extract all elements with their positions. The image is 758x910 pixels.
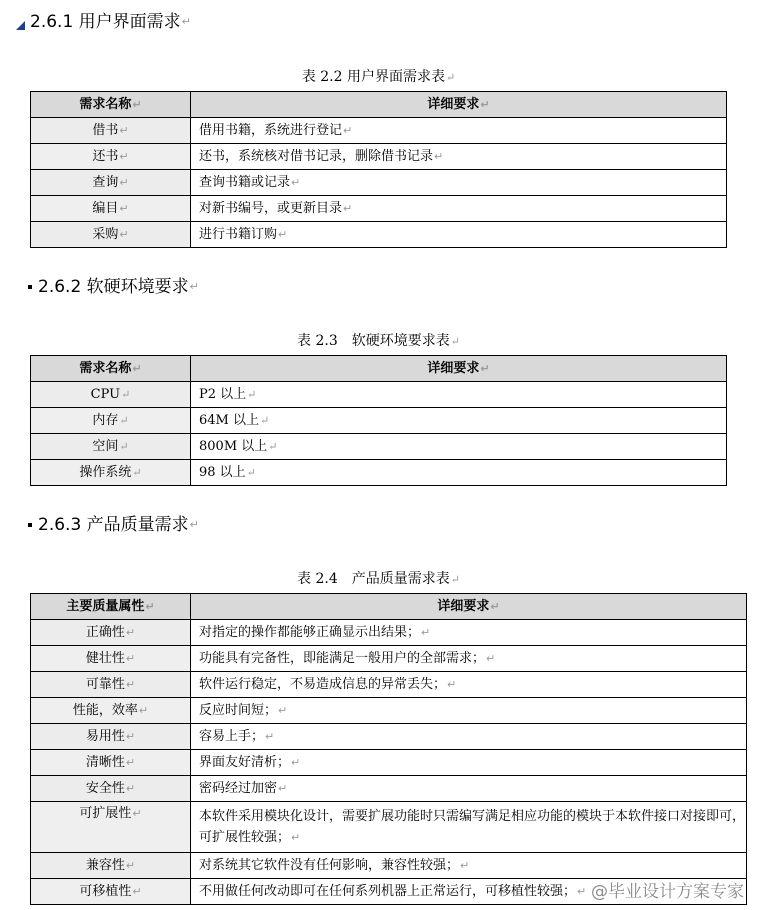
table-row — [31, 196, 727, 222]
requirement-name-cell: 可扩展性↵ — [31, 802, 191, 853]
requirement-name-cell: CPU↵ — [31, 382, 191, 408]
paragraph-bullet-icon — [28, 285, 32, 289]
table-caption-2-2: 表 2.2 用户界面需求表↵ — [301, 69, 456, 85]
requirement-name-cell: 健壮性↵ — [31, 646, 191, 672]
table-row — [31, 382, 727, 408]
requirement-name-cell: 可移植性↵ — [31, 879, 191, 905]
requirement-name-cell: 正确性↵ — [31, 620, 191, 646]
table-row — [31, 750, 747, 776]
requirement-name-cell: 性能，效率↵ — [31, 698, 191, 724]
column-header: 详细要求↵ — [191, 356, 727, 382]
requirement-detail-cell: 对指定的操作都能够正确显示出结果；↵ — [191, 620, 747, 646]
table-row — [31, 408, 727, 434]
requirement-detail-cell: P2 以上↵ — [191, 382, 727, 408]
requirement-detail-cell: 功能具有完备性，即能满足一般用户的全部需求；↵ — [191, 646, 747, 672]
table-header-row — [31, 594, 747, 620]
table-header-row — [31, 92, 727, 118]
column-header: 详细要求↵ — [191, 594, 747, 620]
requirement-name-cell: 内存↵ — [31, 408, 191, 434]
requirement-detail-cell: 软件运行稳定，不易造成信息的异常丢失；↵ — [191, 672, 747, 698]
requirement-detail-cell: 密码经过加密↵ — [191, 776, 747, 802]
table-row — [31, 222, 727, 248]
table-row — [31, 460, 727, 486]
table-row — [31, 724, 747, 750]
table-row — [31, 170, 727, 196]
requirement-detail-cell: 对新书编号，或更新目录↵ — [191, 196, 727, 222]
requirement-detail-cell: 800M 以上↵ — [191, 434, 727, 460]
requirement-detail-cell: 64M 以上↵ — [191, 408, 727, 434]
requirement-detail-cell: 98 以上↵ — [191, 460, 727, 486]
section-heading-2-6-3: 2.6.3 产品质量需求 ↵ — [16, 514, 199, 536]
requirement-detail-cell: 反应时间短；↵ — [191, 698, 747, 724]
column-header: 需求名称↵ — [31, 356, 191, 382]
table-caption-2-3: 表 2.3 软硬环境要求表↵ — [297, 333, 460, 349]
watermark: @毕业设计方案专家 — [591, 882, 744, 902]
requirement-detail-cell: 对系统其它软件没有任何影响，兼容性较强；↵ — [191, 853, 747, 879]
requirement-name-cell: 可靠性↵ — [31, 672, 191, 698]
table-row — [31, 853, 747, 879]
requirement-name-cell: 安全性↵ — [31, 776, 191, 802]
requirement-name-cell: 易用性↵ — [31, 724, 191, 750]
requirement-detail-cell: 本软件采用模块化设计，需要扩展功能时只需编写满足相应功能的模块于本软件接口对接即可，可扩展性较强；↵ — [191, 802, 747, 853]
collapse-triangle-icon[interactable] — [16, 21, 25, 30]
requirement-name-cell: 借书↵ — [31, 118, 191, 144]
table-row — [31, 144, 727, 170]
table-caption-2-4: 表 2.4 产品质量需求表↵ — [297, 571, 460, 587]
table-row — [31, 620, 747, 646]
requirement-name-cell: 清晰性↵ — [31, 750, 191, 776]
table-row — [31, 802, 747, 853]
table-row — [31, 434, 727, 460]
requirements-table-ui — [30, 91, 727, 248]
requirement-detail-cell: 进行书籍订购↵ — [191, 222, 727, 248]
requirement-detail-cell: 借用书籍，系统进行登记↵ — [191, 118, 727, 144]
requirement-detail-cell: 容易上手；↵ — [191, 724, 747, 750]
table-row — [31, 776, 747, 802]
column-header: 主要质量属性↵ — [31, 594, 191, 620]
requirements-table-quality — [30, 593, 747, 905]
column-header: 需求名称↵ — [31, 92, 191, 118]
section-heading-2-6-2: 2.6.2 软硬环境要求 ↵ — [16, 276, 199, 298]
table-row — [31, 646, 747, 672]
table-row — [31, 118, 727, 144]
requirement-name-cell: 编目↵ — [31, 196, 191, 222]
requirement-detail-cell: 查询书籍或记录↵ — [191, 170, 727, 196]
requirement-name-cell: 兼容性↵ — [31, 853, 191, 879]
requirement-name-cell: 空间↵ — [31, 434, 191, 460]
requirement-detail-cell: 还书，系统核对借书记录，删除借书记录↵ — [191, 144, 727, 170]
requirement-name-cell: 操作系统↵ — [31, 460, 191, 486]
requirement-detail-cell: 界面友好清析；↵ — [191, 750, 747, 776]
section-heading-2-6-1: 2.6.1 用户界面需求 ↵ — [16, 11, 191, 33]
requirement-name-cell: 还书↵ — [31, 144, 191, 170]
table-header-row — [31, 356, 727, 382]
table-row — [31, 698, 747, 724]
requirements-table-environment — [30, 355, 727, 486]
requirement-name-cell: 采购↵ — [31, 222, 191, 248]
table-row — [31, 672, 747, 698]
requirement-name-cell: 查询↵ — [31, 170, 191, 196]
paragraph-bullet-icon — [28, 523, 32, 527]
requirement-detail-cell: 不用做任何改动即可在任何系列机器上正常运行，可移植性较强；↵ — [191, 879, 747, 905]
column-header: 详细要求↵ — [191, 92, 727, 118]
